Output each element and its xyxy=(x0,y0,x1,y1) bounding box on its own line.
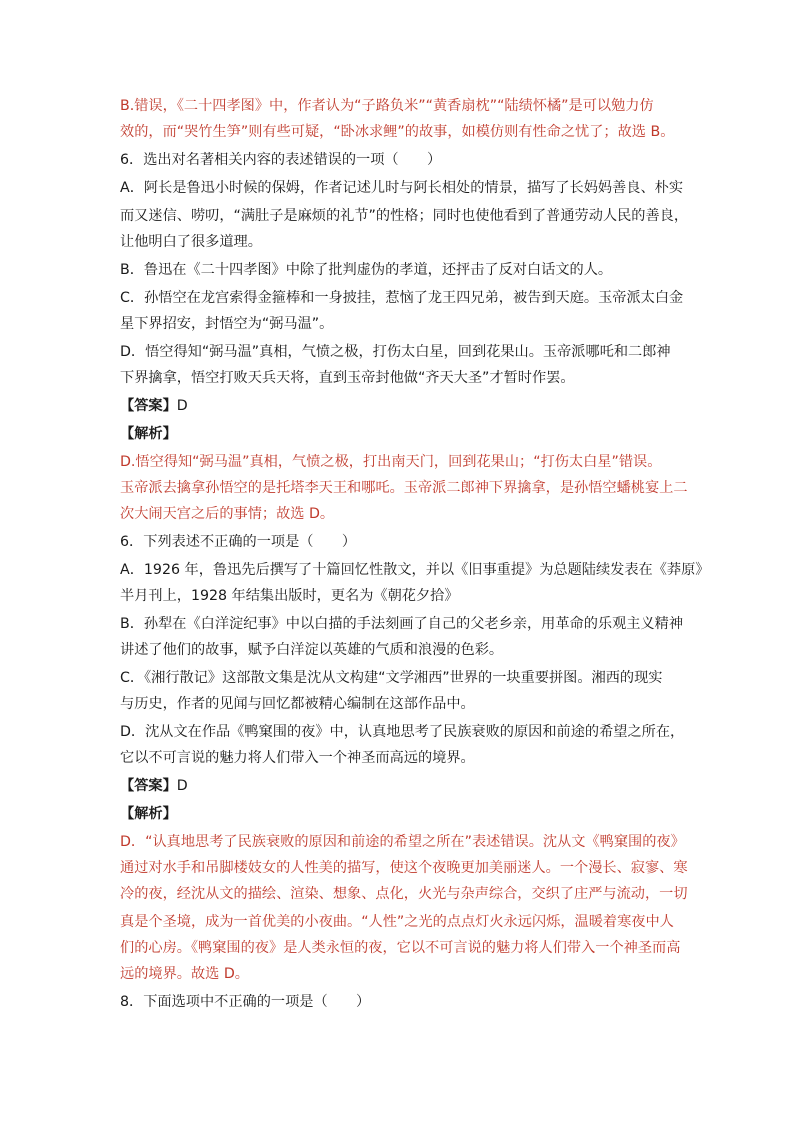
text-span: D xyxy=(176,778,188,794)
text-span: 8．下面选项中不正确的一项是（ ） xyxy=(120,994,371,1010)
text-line xyxy=(120,368,690,388)
text-span: 真是个圣境，成为一首优美的小夜曲。“人性”之光的点点灯火永远闪烁，温暖着寒夜中人 xyxy=(120,914,674,930)
text-line xyxy=(120,314,690,334)
text-span: 次大闹天宫之后的事情；故选 D。 xyxy=(120,506,335,522)
text-line xyxy=(120,832,690,852)
text-line xyxy=(120,206,690,226)
text-span: B.错误，《二十四孝图》中，作者认为“ xyxy=(120,98,362,114)
text-span: 子路负米 xyxy=(361,98,419,114)
text-line xyxy=(120,532,690,552)
text-line xyxy=(120,858,690,878)
text-line xyxy=(120,804,690,824)
text-span: C．《湘行散记》这部散文集是沈从文构建“文学湘西”世界的一块重要拼图。湘西的现实 xyxy=(120,670,663,686)
section-label: 【解析】 xyxy=(120,806,177,822)
text-span: 让他明白了很多道理。 xyxy=(120,234,262,250)
text-line xyxy=(120,452,690,472)
text-line xyxy=(120,504,690,524)
text-span: 下界擒拿，悟空打败天兵天将，直到玉帝封他做“齐天大圣”才暂时作罢。 xyxy=(120,370,575,386)
text-line xyxy=(120,96,690,116)
text-span: C．孙悟空在龙宫索得金箍棒和一身披挂，惹恼了龙王四兄弟，被告到天庭。玉帝派太白金 xyxy=(120,290,684,306)
text-line xyxy=(120,150,690,170)
text-line xyxy=(120,668,690,688)
text-span: 6．下列表述不正确的一项是（ ） xyxy=(120,534,357,550)
text-line xyxy=(120,884,690,904)
text-line xyxy=(120,614,690,634)
text-line xyxy=(120,938,690,958)
text-line xyxy=(120,640,690,660)
text-span: D．“认真地思考了民族衰败的原因和前途的希望之所在”表述错误。沈从文《鸭窠围的夜》 xyxy=(120,834,685,850)
text-span: 而又迷信、唠叨，“满肚子是麻烦的礼节”的性格；同时也使他看到了普通劳动人民的善良， xyxy=(120,208,689,224)
text-line xyxy=(120,992,690,1012)
text-line xyxy=(120,722,690,742)
text-span: 玉帝派去擒拿孙悟空的是托塔李天王和哪吒。玉帝派二郎神下界擒拿，是孙悟空蟠桃宴上二 xyxy=(120,480,688,496)
text-span: 它以不可言说的魅力将人们带入一个神圣而高远的境界。 xyxy=(120,750,475,766)
text-line xyxy=(120,232,690,252)
text-span: D．沈从文在作品《鸭窠围的夜》中，认真地思考了民族衰败的原因和前途的希望之所在， xyxy=(120,724,685,740)
text-span: 星下界招安，封悟空为“弼马温”。 xyxy=(120,316,334,332)
text-span: 6．选出对名著相关内容的表述错误的一项（ ） xyxy=(120,152,442,168)
text-span: 通过对水手和吊脚楼妓女的人性美的描写，使这个夜晚更加美丽迷人。一个漫长、寂寥、寒 xyxy=(120,860,688,876)
text-line xyxy=(120,776,690,796)
text-span: 讲述了他们的故事，赋予白洋淀以英雄的气质和浪漫的色彩。 xyxy=(120,642,504,658)
text-span: ”“黄香扇枕”“陆绩怀橘”是可以勉力仿 xyxy=(418,98,654,114)
section-label: 【答案】 xyxy=(120,398,177,414)
text-span: 效的，而“哭竹生笋”则有些可疑，“卧冰求鲤”的故事，如模仿则有性命之忧了；故选 B。 xyxy=(120,124,675,140)
section-label: 【解析】 xyxy=(120,426,177,442)
text-span: 冷的夜，经沈从文的描绘、渲染、想象、点化，火光与杂声综合，交织了庄严与流动，一切 xyxy=(120,886,688,902)
text-line xyxy=(120,424,690,444)
text-span: A．1926 年，鲁迅先后撰写了十篇回忆性散文，并以《旧事重提》为总题陆续发表在《莽原》 xyxy=(120,562,710,578)
text-line xyxy=(120,964,690,984)
text-span: 与历史，作者的见闻与回忆都被精心编制在这部作品中。 xyxy=(120,696,475,712)
text-span: B．鲁迅在《二十四孝图》中除了批判虚伪的孝道，还抨击了反对白话文的人。 xyxy=(120,262,613,278)
text-line xyxy=(120,478,690,498)
text-span: B．孙犁在《白洋淀纪事》中以白描的手法刻画了自己的父老乡亲，用革命的乐观主义精神 xyxy=(120,616,684,632)
text-span: D.悟空得知“弼马温”真相，气愤之极，打出南天门，回到花果山；“打伤太白星”错误。 xyxy=(120,454,662,470)
text-line xyxy=(120,694,690,714)
section-label: 【答案】 xyxy=(120,778,177,794)
text-span: 远的境界。故选 D。 xyxy=(120,966,249,982)
text-span: 半月刊上，1928 年结集出版时，更名为《朝花夕拾》 xyxy=(120,588,459,604)
text-line xyxy=(120,560,710,580)
text-line xyxy=(120,748,690,768)
text-line xyxy=(120,122,690,142)
text-span: 们的心房。《鸭窠围的夜》是人类永恒的夜，它以不可言说的魅力将人们带入一个神圣而高 xyxy=(120,940,681,956)
text-span: D．悟空得知“弼马温”真相，气愤之极，打伤太白星，回到花果山。玉帝派哪吒和二郎神 xyxy=(120,344,671,360)
text-line xyxy=(120,260,690,280)
text-line xyxy=(120,912,690,932)
text-line xyxy=(120,586,690,606)
text-line xyxy=(120,178,690,198)
text-span: D xyxy=(176,398,188,414)
text-span: A．阿长是鲁迅小时候的保姆，作者记述儿时与阿长相处的情景，描写了长妈妈善良、朴实 xyxy=(120,180,684,196)
text-line xyxy=(120,288,690,308)
text-line xyxy=(120,396,690,416)
text-line xyxy=(120,342,690,362)
